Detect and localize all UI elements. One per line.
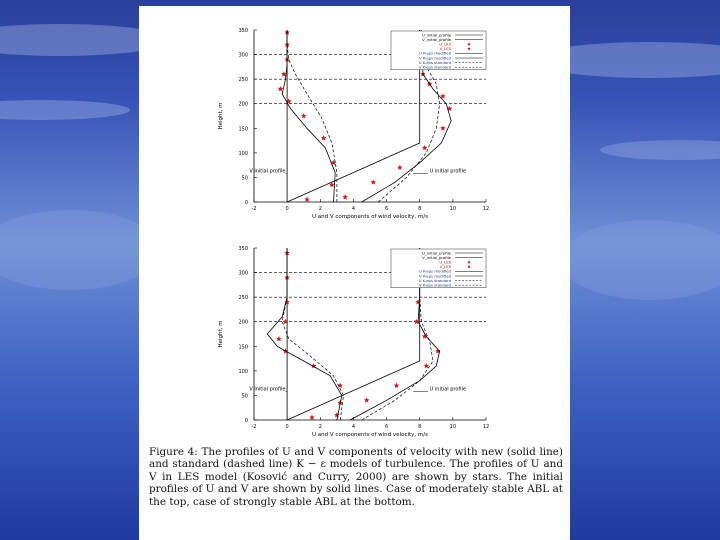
y-tick-label: 350 (238, 246, 248, 252)
y-tick-label: 100 (238, 150, 248, 157)
y-tick-label: 0 (244, 200, 248, 206)
legend-entry: V_LES (439, 46, 451, 52)
series-line (282, 248, 343, 420)
y-tick-label: 300 (238, 270, 248, 277)
les-data-star (440, 126, 445, 131)
series-line (282, 30, 335, 202)
legend-entry: U_initial_profile (421, 250, 451, 256)
x-tick-label: 10 (449, 206, 457, 212)
series-line (287, 30, 337, 202)
legend-entry: U K-eps standard (418, 59, 451, 65)
chart-top (139, 16, 570, 230)
y-tick-label: 50 (241, 393, 248, 400)
x-tick-label: 4 (351, 424, 356, 430)
legend-entry: V K-eps standard (418, 64, 451, 70)
x-axis-label: U and V components of wind velocity, m/s (312, 432, 428, 438)
y-tick-label: 50 (241, 175, 248, 182)
legend-entry: V K-eps modified (419, 273, 451, 279)
legend-entry: U K-eps modified (418, 50, 451, 56)
chart-bottom (139, 234, 570, 448)
x-tick-label: 8 (418, 206, 422, 212)
x-tick-label: 0 (285, 206, 289, 212)
y-tick-label: 300 (238, 52, 248, 59)
legend-entry: V_initial_profile (422, 254, 451, 260)
legend-entry: U K-eps standard (418, 277, 451, 283)
x-tick-label: 12 (482, 206, 490, 212)
les-data-star (321, 136, 326, 141)
x-tick-label: -2 (251, 206, 257, 212)
les-data-star (364, 398, 369, 403)
x-tick-label: 10 (449, 424, 457, 430)
legend-entry: U_LES (439, 259, 451, 265)
x-tick-label: 8 (418, 424, 422, 430)
les-data-star (310, 415, 315, 420)
document-page (139, 6, 570, 540)
y-tick-label: 200 (238, 101, 248, 108)
y-tick-label: 150 (238, 344, 248, 351)
legend-entry: U_initial_profile (421, 32, 451, 38)
x-tick-label: -2 (251, 424, 257, 430)
legend-entry: V_LES (439, 264, 451, 270)
x-tick-label: 6 (384, 206, 389, 212)
les-data-star (397, 165, 402, 170)
series-line (267, 248, 342, 420)
y-tick-label: 250 (238, 295, 248, 302)
les-data-star (422, 145, 427, 150)
y-tick-label: 150 (238, 126, 248, 133)
annotation-v-initial: V initial profile (249, 386, 286, 393)
legend-entry: V K-eps modified (419, 55, 451, 61)
y-tick-label: 100 (238, 368, 248, 375)
les-data-star (424, 363, 429, 368)
x-tick-label: 0 (285, 424, 289, 430)
annotation-u-initial: U initial profile (429, 168, 467, 175)
figure-caption: Figure 4: The profiles of U and V components of velocity with new (solid line) and standard (dashed line) K − ε models of turbulence. The profiles of U and V in LES model (Kosović and Curry, 2000) are shown by stars. The initial profiles of U and V are shown by solid lines. Case of moderately stable ABL at the top, case of strongly stable ABL at the bottom. (149, 446, 563, 508)
x-tick-label: 6 (384, 424, 389, 430)
y-axis-label: Height, m (218, 320, 224, 348)
y-tick-label: 0 (244, 418, 248, 424)
legend-entry: V_initial_profile (422, 36, 451, 42)
les-data-star (371, 180, 376, 185)
x-tick-label: 12 (482, 424, 490, 430)
les-data-star (301, 113, 306, 118)
x-tick-label: 4 (351, 206, 356, 212)
y-axis-label: Height, m (218, 102, 224, 130)
les-data-star (343, 195, 348, 200)
annotation-v-initial: V initial profile (249, 168, 286, 175)
les-data-star (278, 86, 283, 91)
legend-entry: U K-eps modified (418, 268, 451, 274)
les-data-star (276, 336, 281, 341)
x-tick-label: 2 (318, 206, 322, 212)
annotation-u-initial: U initial profile (429, 386, 467, 393)
y-tick-label: 250 (238, 77, 248, 84)
x-tick-label: 2 (318, 424, 322, 430)
y-tick-label: 200 (238, 319, 248, 326)
legend-entry: V K-eps standard (418, 282, 451, 288)
y-tick-label: 350 (238, 28, 248, 34)
les-data-star (394, 383, 399, 388)
les-data-star (305, 197, 310, 202)
x-axis-label: U and V components of wind velocity, m/s (312, 214, 428, 220)
legend-entry: U_LES (439, 41, 451, 47)
